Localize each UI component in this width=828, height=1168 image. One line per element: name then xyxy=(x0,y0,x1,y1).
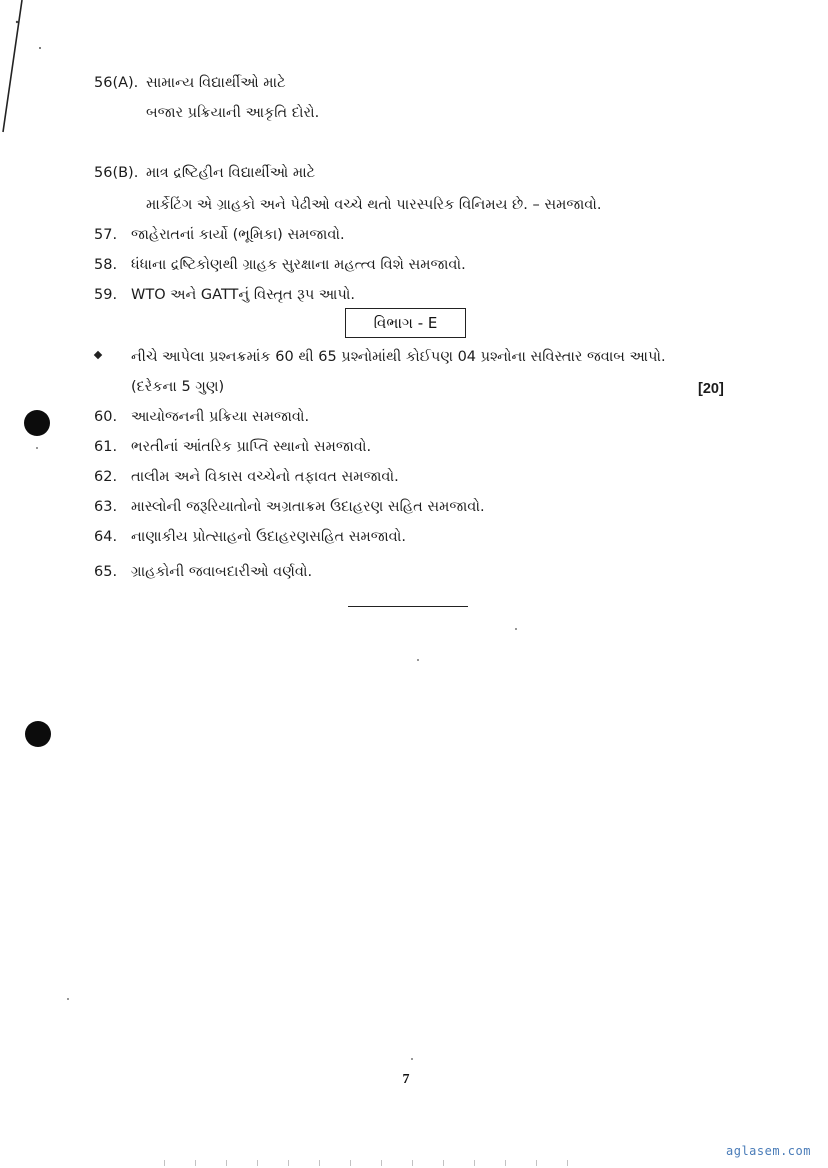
punch-hole-bottom xyxy=(25,721,51,747)
question-number: 57. xyxy=(94,227,118,243)
question-number: 60. xyxy=(94,409,118,425)
question-number: 64. xyxy=(94,529,118,545)
scan-speck xyxy=(67,998,69,1000)
scan-speck xyxy=(417,659,419,661)
bullet-icon xyxy=(94,351,102,359)
scan-speck xyxy=(411,1058,413,1060)
question-text: તાલીમ અને વિકાસ વચ્ચેનો તફાવત સમજાવો. xyxy=(131,469,399,485)
question-text: માસ્લોની જરૂરિયાતોનો અગ્રતાક્રમ ઉદાહરણ સહિત સમજાવો. xyxy=(131,499,485,515)
scan-speck xyxy=(515,628,517,630)
question-number: 58. xyxy=(94,257,118,273)
question-text: ભરતીનાં આંતરિક પ્રાપ્તિ સ્થાનો સમજાવો. xyxy=(131,439,372,455)
question-text: ધંધાના દ્રષ્ટિકોણથી ગ્રાહક સુરક્ષાના મહત્ત્વ વિશે સમજાવો. xyxy=(131,257,466,273)
question-number: 61. xyxy=(94,439,118,455)
section-marks: [20] xyxy=(698,381,724,397)
punch-hole-top xyxy=(24,410,50,436)
scan-bottom-edge xyxy=(150,1160,570,1166)
question-number: 56(B). xyxy=(94,165,139,181)
section-heading: વિભાગ - E xyxy=(373,314,438,332)
question-text: WTO અને GATTનું વિસ્તૃત રૂપ આપો. xyxy=(131,287,355,303)
question-number: 59. xyxy=(94,287,118,303)
question-text: જાહેરાતનાં કાર્યો (ભૂમિકા) સમજાવો. xyxy=(131,227,345,243)
scan-speck xyxy=(36,447,38,449)
question-subtext: બજાર પ્રક્રિયાની આકૃતિ દોરો. xyxy=(146,105,320,121)
question-text: આયોજનની પ્રક્રિયા સમજાવો. xyxy=(131,409,310,425)
instruction-marks-note: (દરેકના 5 ગુણ) xyxy=(131,379,225,395)
scan-margin-mark xyxy=(0,0,60,140)
question-text: સામાન્ય વિદ્યાર્થીઓ માટે xyxy=(146,75,286,91)
question-number: 56(A). xyxy=(94,75,139,91)
page-number: 7 xyxy=(402,1072,410,1087)
question-subtext: માર્કેટિંગ એ ગ્રાહકો અને પેઢીઓ વચ્ચે થતો પારસ્પરિક વિનિમય છે. – સમજાવો. xyxy=(146,197,602,213)
watermark-link[interactable]: aglasem.com xyxy=(726,1144,811,1158)
question-text: માત્ર દ્રષ્ટિહીન વિદ્યાર્થીઓ માટે xyxy=(146,165,316,181)
question-number: 63. xyxy=(94,499,118,515)
instruction-text: નીચે આપેલા પ્રશ્નક્રમાંક 60 થી 65 પ્રશ્નોમાંથી કોઈપણ 04 પ્રશ્નોના સવિસ્તાર જવાબ આપો. xyxy=(131,349,666,365)
question-number: 62. xyxy=(94,469,118,485)
question-text: ગ્રાહકોની જવાબદારીઓ વર્ણવો. xyxy=(131,564,313,580)
question-number: 65. xyxy=(94,564,118,580)
end-of-questions-rule xyxy=(348,606,468,607)
section-heading-box xyxy=(345,308,466,338)
question-text: નાણાકીય પ્રોત્સાહનો ઉદાહરણસહિત સમજાવો. xyxy=(131,529,406,545)
